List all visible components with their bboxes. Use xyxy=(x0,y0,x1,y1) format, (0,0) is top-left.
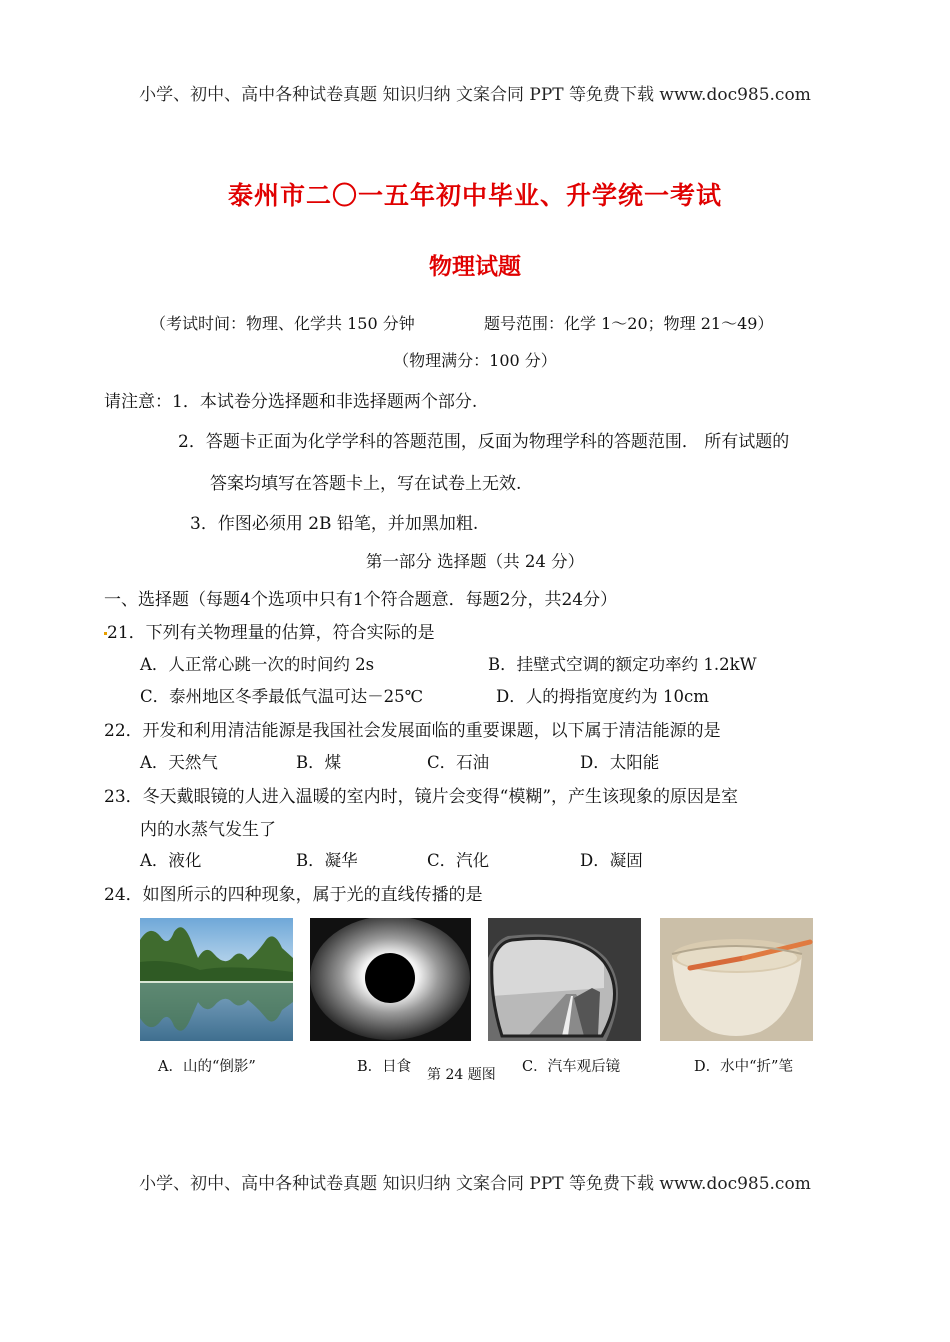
part-one-heading: 第一部分 选择题（共 24 分） xyxy=(365,552,585,571)
header-banner: 小学、初中、高中各种试卷真题 知识归纳 文案合同 PPT 等免费下载 www.doc985.com xyxy=(139,85,811,105)
q21-option-b: B．挂壁式空调的额定功率约 1.2kW xyxy=(488,655,757,674)
footer-banner: 小学、初中、高中各种试卷真题 知识归纳 文案合同 PPT 等免费下载 www.doc985.com xyxy=(139,1174,811,1194)
q21-option-d: D．人的拇指宽度约为 10cm xyxy=(496,687,709,706)
solar-eclipse-image xyxy=(310,918,471,1041)
q21-stem: 21．下列有关物理量的估算，符合实际的是 xyxy=(107,623,435,643)
exam-subtitle: 物理试题 xyxy=(429,253,521,280)
q23-stem-line-2: 内的水蒸气发生了 xyxy=(140,820,276,840)
q24-stem: 24．如图所示的四种现象，属于光的直线传播的是 xyxy=(104,885,483,905)
q23-option-c: C．汽化 xyxy=(427,851,490,870)
q23-stem-line-1: 23．冬天戴眼镜的人进入温暖的室内时，镜片会变得“模糊”，产生该现象的原因是室 xyxy=(104,787,739,807)
question-range: 题号范围：化学 1～20；物理 21～49） xyxy=(484,314,774,333)
note-2-line-1: 2．答题卡正面为化学学科的答题范围，反面为物理学科的答题范围． 所有试题的 xyxy=(178,432,790,452)
q22-option-c: C．石油 xyxy=(427,753,490,772)
section-one-heading: 一、选择题（每题4个选项中只有1个符合题意．每题2分，共24分） xyxy=(104,590,618,610)
q24-caption-c: C．汽车观后镜 xyxy=(522,1059,621,1075)
q24-figure-label: 第 24 题图 xyxy=(427,1067,496,1083)
q24-caption-d: D．水中“折”笔 xyxy=(694,1059,793,1075)
note-1: 请注意：1．本试卷分选择题和非选择题两个部分. xyxy=(104,392,478,412)
q23-option-a: A．液化 xyxy=(140,851,202,870)
exam-title: 泰州市二〇一五年初中毕业、升学统一考试 xyxy=(227,181,722,210)
q22-option-d: D．太阳能 xyxy=(580,753,660,772)
note-2-line-2: 答案均填写在答题卡上，写在试卷上无效. xyxy=(210,474,522,494)
q23-option-b: B．凝华 xyxy=(296,851,358,870)
q24-caption-a: A．山的“倒影” xyxy=(158,1059,256,1075)
note-3: 3．作图必须用 2B 铅笔，并加黑加粗. xyxy=(190,514,479,534)
q22-option-b: B．煤 xyxy=(296,753,342,772)
exam-time: （考试时间：物理、化学共 150 分钟 xyxy=(150,314,415,333)
q23-option-d: D．凝固 xyxy=(580,851,643,870)
full-score: （物理满分：100 分） xyxy=(393,351,557,370)
q22-option-a: A．天然气 xyxy=(140,753,218,772)
q21-option-c: C．泰州地区冬季最低气温可达－25℃ xyxy=(140,687,424,706)
car-side-mirror-image xyxy=(488,918,641,1041)
q24-caption-b: B．日食 xyxy=(357,1059,412,1075)
q22-stem: 22．开发和利用清洁能源是我国社会发展面临的重要课题，以下属于清洁能源的是 xyxy=(104,721,721,741)
q21-option-a: A．人正常心跳一次的时间约 2s xyxy=(140,655,375,674)
mountain-reflection-image xyxy=(140,918,293,1041)
bent-pencil-bowl-image xyxy=(660,918,813,1041)
